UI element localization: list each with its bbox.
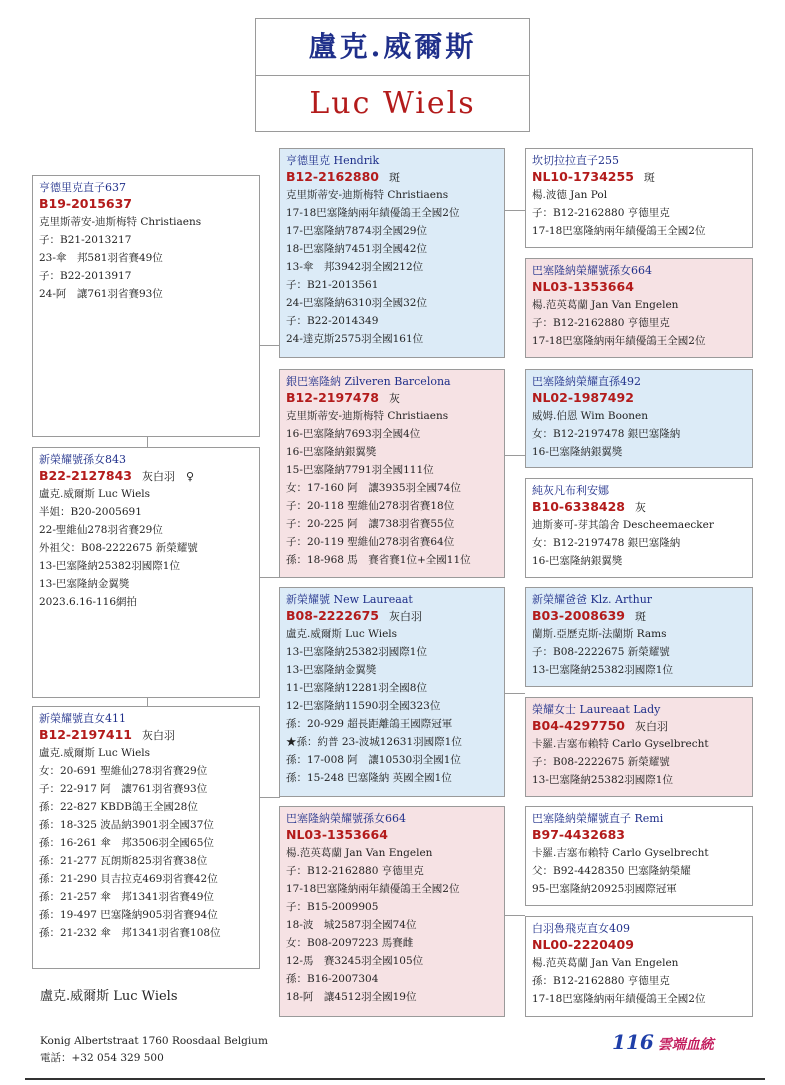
info-line: 24-阿 讓761羽省賽93位 — [39, 288, 163, 300]
info-line: 孫：21-257 傘 邦1341羽省賽49位 — [39, 891, 214, 903]
ring-number: NL03-1353664 — [532, 279, 634, 294]
info-line: 楊.波德 Jan Pol — [532, 189, 608, 201]
info-line: 13-傘 邦3942羽全國212位 — [286, 261, 424, 273]
info-line: 楊.范英葛蘭 Jan Van Engelen — [286, 847, 433, 859]
info-line: 子：20-118 聖維仙278羽省賽18位 — [286, 500, 455, 512]
pedigree-box-sire — [32, 447, 260, 698]
info-line: 子：B21-2013217 — [39, 234, 132, 246]
plumage-color: 斑 — [389, 171, 400, 184]
ring-number-row — [532, 607, 746, 625]
info-line: 24-巴塞隆納6310羽全國32位 — [286, 297, 427, 309]
info-line: 13-巴塞隆納25382羽國際1位 — [532, 664, 673, 676]
bird-name: 榮耀女士 Laureaat Lady — [532, 703, 661, 716]
info-line: 子：20-119 聖維仙278羽省賽64位 — [286, 536, 455, 548]
ring-number-row — [532, 498, 746, 516]
bird-name: 銀巴塞隆納 Zilveren Barcelona — [286, 375, 451, 388]
ring-number-row — [532, 389, 746, 407]
ring-number: B03-2008639 — [532, 608, 625, 623]
connector-subject-ss — [259, 345, 280, 346]
ring-number: B22-2127843 — [39, 468, 132, 483]
info-line: 子：B12-2162880 亨德里克 — [286, 865, 424, 877]
info-line: 子：B08-2222675 新榮耀號 — [532, 756, 670, 768]
info-line: 孫：16-261 傘 邦3506羽全國65位 — [39, 837, 214, 849]
footer-divider — [25, 1078, 765, 1080]
logo-number: 116 — [612, 1030, 654, 1054]
bird-name: 亨德里克 Hendrik — [286, 154, 380, 167]
title-english: Luc Wiels — [309, 86, 476, 121]
info-line: 盧克.威爾斯 Luc Wiels — [286, 628, 398, 640]
connector-sd-right — [504, 455, 525, 456]
pedigree-box-sd — [279, 369, 505, 578]
info-line: 子：B12-2162880 亨德里克 — [532, 207, 670, 219]
info-line: 女：17-160 阿 讓3935羽全國74位 — [286, 482, 461, 494]
info-line: 孫：20-929 超長距離鴿王國際冠軍 — [286, 718, 453, 730]
info-line: 孫：21-290 貝吉拉克469羽省賽42位 — [39, 873, 218, 885]
info-line: 16-巴塞隆納7693羽全國4位 — [286, 428, 421, 440]
info-line: 楊.范英葛蘭 Jan Van Engelen — [532, 299, 679, 311]
ring-number-row — [532, 278, 746, 296]
info-line: 15-巴塞隆納7791羽全國111位 — [286, 464, 434, 476]
connector-dd-right — [504, 915, 525, 916]
plumage-color: 斑 — [635, 610, 646, 623]
info-line: 盧克.威爾斯 Luc Wiels — [39, 488, 151, 500]
ring-number: B08-2222675 — [286, 608, 379, 623]
info-line: 孫：17-008 阿 讓10530羽全國1位 — [286, 754, 461, 766]
info-line: 23-傘 邦581羽省賽49位 — [39, 252, 163, 264]
info-line: 17-18巴塞隆納兩年績優鴿王全國2位 — [532, 993, 706, 1005]
info-line: 克里斯蒂安-迪斯梅特 Christiaens — [286, 189, 449, 201]
info-line: 13-巴塞隆納25382羽國際1位 — [39, 560, 180, 572]
info-line: 16-巴塞隆納銀翼獎 — [286, 446, 377, 458]
pedigree-box-dss — [525, 587, 753, 687]
ring-number: B12-2162880 — [286, 169, 379, 184]
pedigree-box-ss — [279, 148, 505, 358]
info-line: 孫：18-325 波品納3901羽全國37位 — [39, 819, 214, 831]
bird-name: 亨德里克直子637 — [39, 181, 126, 194]
info-line: 威姆.伯恩 Wim Boonen — [532, 410, 649, 422]
info-line: 孫：22-827 KBDB鴿王全國28位 — [39, 801, 198, 813]
info-line: 18-波 城2587羽全國74位 — [286, 919, 417, 931]
breeder-name: 盧克.威爾斯 Luc Wiels — [40, 989, 178, 1004]
pedigree-box-dam — [32, 706, 260, 969]
connector-ds-right — [504, 693, 525, 694]
ring-number-row — [532, 826, 746, 844]
ring-number-row — [39, 467, 253, 485]
breeder-contact — [40, 1033, 268, 1067]
ring-number: B12-2197411 — [39, 727, 132, 742]
ring-number-row — [532, 168, 746, 186]
plumage-color: 灰 — [635, 501, 646, 514]
info-line: 孫：15-248 巴塞隆納 英國全國1位 — [286, 772, 452, 784]
info-line: 女：20-691 聖維仙278羽省賽29位 — [39, 765, 208, 777]
plumage-color: 斑 — [643, 171, 655, 184]
ring-number-row — [286, 168, 498, 186]
bird-name: 巴塞隆納榮耀號直子 Remi — [532, 812, 664, 825]
info-line: 17-18巴塞隆納兩年績優鴿王全國2位 — [532, 225, 706, 237]
info-line: 12-馬 賽3245羽全國105位 — [286, 955, 424, 967]
info-line: 子：B22-2014349 — [286, 315, 379, 327]
ring-number-row — [286, 826, 498, 844]
info-line: 孫：21-232 傘 邦1341羽省賽108位 — [39, 927, 221, 939]
info-line: 18-阿 讓4512羽全國19位 — [286, 991, 417, 1003]
ring-number-row — [39, 195, 253, 213]
ring-number: B97-4432683 — [532, 827, 625, 842]
ring-number-row — [286, 607, 498, 625]
info-line: 95-巴塞隆納20925羽國際冠軍 — [532, 883, 677, 895]
ring-number: B10-6338428 — [532, 499, 625, 514]
info-line: 24-達克斯2575羽全國161位 — [286, 333, 424, 345]
pedigree-box-ssd — [525, 258, 753, 358]
info-line: 卡羅.吉塞布賴特 Carlo Gyselbrecht — [532, 847, 709, 859]
info-line: 13-巴塞隆納金翼獎 — [39, 578, 130, 590]
info-line: 孫：B12-2162880 亨德里克 — [532, 975, 670, 987]
connector-dam-links — [259, 797, 280, 798]
info-line: 女：B12-2197478 銀巴塞隆納 — [532, 537, 681, 549]
info-line: 17-18巴塞隆納兩年績優鴿王全國2位 — [286, 883, 460, 895]
ring-number: NL10-1734255 — [532, 169, 634, 184]
info-line: 孫：B16-2007304 — [286, 973, 379, 985]
pedigree-box-subject — [32, 175, 260, 437]
ring-number: NL03-1353664 — [286, 827, 388, 842]
ring-number-row — [532, 717, 746, 735]
info-line: 蘭斯.亞歷克斯-法蘭斯 Rams — [532, 628, 667, 640]
connector-ss-right — [504, 210, 525, 211]
bird-name: 巴塞隆納榮耀號孫女664 — [286, 812, 406, 825]
info-line: 子：22-917 阿 讓761羽省賽93位 — [39, 783, 208, 795]
breeder-phone: 電話：+32 054 329 500 — [40, 1052, 164, 1064]
pedigree-box-dds — [525, 806, 753, 906]
info-line: 克里斯蒂安-迪斯梅特 Christiaens — [39, 216, 202, 228]
plumage-color: 灰白羽 — [635, 720, 668, 733]
info-line: 子：B15-2009905 — [286, 901, 379, 913]
pedigree-box-sss — [525, 148, 753, 248]
bird-name: 新榮耀爸爸 Klz. Arthur — [532, 593, 653, 606]
info-line: 13-巴塞隆納金翼獎 — [286, 664, 377, 676]
info-line: 卡羅.吉塞布賴特 Carlo Gyselbrecht — [532, 738, 709, 750]
info-line: 外祖父：B08-2222675 新榮耀號 — [39, 542, 198, 554]
pedigree-box-dd — [279, 806, 505, 1017]
info-line: 子：B08-2222675 新榮耀號 — [532, 646, 670, 658]
ring-number: NL00-2220409 — [532, 937, 634, 952]
connector-sire-links — [259, 577, 280, 578]
info-line: 女：B08-2097223 馬賽雌 — [286, 937, 414, 949]
info-line: 16-巴塞隆納銀翼獎 — [532, 446, 623, 458]
info-line: 孫：21-277 瓦朗斯825羽省賽38位 — [39, 855, 208, 867]
info-line: 楊.范英葛蘭 Jan Van Engelen — [532, 957, 679, 969]
info-line: ★孫：約普 23-波城12631羽國際1位 — [286, 736, 462, 748]
info-line: 父：B92-4428350 巴塞隆納榮耀 — [532, 865, 691, 877]
plumage-color: 灰 — [389, 392, 400, 405]
pedigree-title — [255, 18, 530, 132]
info-line: 女：B12-2197478 銀巴塞隆納 — [532, 428, 681, 440]
info-line: 13-巴塞隆納25382羽國際1位 — [286, 646, 427, 658]
bird-name: 巴塞隆納榮耀直孫492 — [532, 375, 641, 388]
info-line: 17-18巴塞隆納兩年績優鴿王全國2位 — [286, 207, 460, 219]
bird-name: 白羽魯飛克直女409 — [532, 922, 630, 935]
info-line: 18-巴塞隆納7451羽全國42位 — [286, 243, 427, 255]
info-line: 17-18巴塞隆納兩年績優鴿王全國2位 — [532, 335, 706, 347]
plumage-color: 灰白羽 — [142, 729, 175, 742]
bird-name: 坎切拉拉直子255 — [532, 154, 619, 167]
title-chinese: 盧克.威爾斯 — [256, 19, 529, 76]
info-line: 子：B12-2162880 亨德里克 — [532, 317, 670, 329]
ring-number-row — [286, 389, 498, 407]
logo-text: 雲端血統 — [657, 1037, 714, 1053]
info-line: 克里斯蒂安-迪斯梅特 Christiaens — [286, 410, 449, 422]
ring-number: B04-4297750 — [532, 718, 625, 733]
pedigree-box-dsd — [525, 697, 753, 797]
info-line: 16-巴塞隆納銀翼獎 — [532, 555, 623, 567]
bird-name: 巴塞隆納榮耀號孫女664 — [532, 264, 652, 277]
info-line: 2023.6.16-116網拍 — [39, 596, 138, 608]
bird-name: 新榮耀號 New Laureaat — [286, 593, 413, 606]
pedigree-box-ds — [279, 587, 505, 797]
pedigree-box-ddd — [525, 916, 753, 1017]
info-line: 孫：18-968 馬 賽省賽1位+全國11位 — [286, 554, 471, 566]
info-line: 12-巴塞隆納11590羽全國323位 — [286, 700, 441, 712]
info-line: 孫：19-497 巴塞隆納905羽省賽94位 — [39, 909, 218, 921]
ring-number-row — [532, 936, 746, 954]
info-line: 子：B22-2013917 — [39, 270, 132, 282]
site-logo[interactable] — [612, 1030, 714, 1054]
ring-number: B12-2197478 — [286, 390, 379, 405]
plumage-color: 灰白羽 ♀ — [142, 470, 195, 483]
info-line: 11-巴塞隆納12281羽全國8位 — [286, 682, 427, 694]
info-line: 迪斯麥可-芽其鴿舍 Descheemaecker — [532, 519, 714, 531]
ring-number: NL02-1987492 — [532, 390, 634, 405]
ring-number: B19-2015637 — [39, 196, 132, 211]
pedigree-box-sdd — [525, 478, 753, 578]
bird-name: 新榮耀號孫女843 — [39, 453, 126, 466]
info-line: 13-巴塞隆納25382羽國際1位 — [532, 774, 673, 786]
pedigree-box-sds — [525, 369, 753, 468]
plumage-color: 灰白羽 — [389, 610, 422, 623]
ring-number-row — [39, 726, 253, 744]
breeder-address: Konig Albertstraat 1760 Roosdaal Belgium — [40, 1035, 268, 1047]
info-line: 22-聖維仙278羽省賽29位 — [39, 524, 163, 536]
info-line: 子：20-225 阿 讓738羽省賽55位 — [286, 518, 455, 530]
info-line: 盧克.威爾斯 Luc Wiels — [39, 747, 151, 759]
info-line: 半姐：B20-2005691 — [39, 506, 142, 518]
bird-name: 新榮耀號直女411 — [39, 712, 126, 725]
bird-name: 純灰凡布利安娜 — [532, 484, 609, 497]
info-line: 子：B21-2013561 — [286, 279, 379, 291]
info-line: 17-巴塞隆納7874羽全國29位 — [286, 225, 427, 237]
